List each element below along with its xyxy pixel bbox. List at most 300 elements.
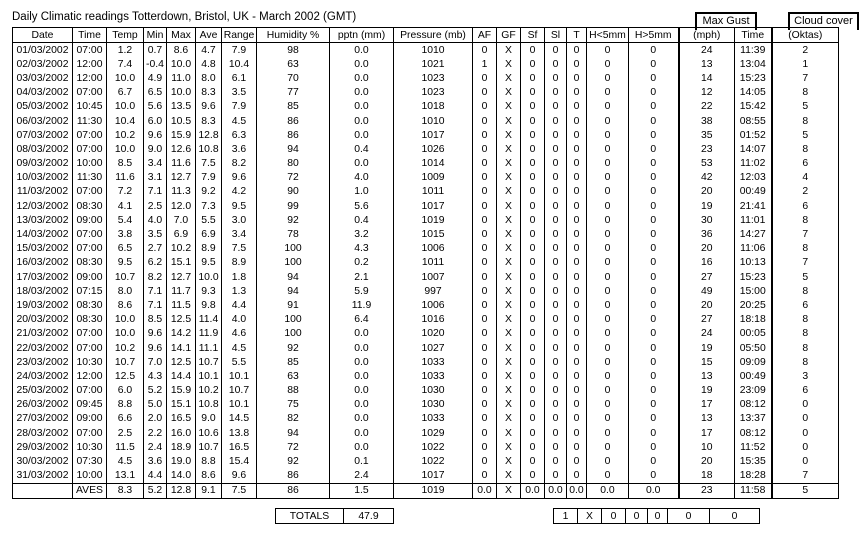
table-cell: 0 xyxy=(521,454,545,468)
table-cell: 1.2 xyxy=(107,43,144,58)
table-cell: 6.6 xyxy=(107,412,144,426)
table-cell: 12:00 xyxy=(73,71,107,85)
table-cell: 10.2 xyxy=(196,384,222,398)
table-cell: 13:04 xyxy=(735,57,772,71)
table-cell: 11:06 xyxy=(735,242,772,256)
table-cell: X xyxy=(497,43,521,58)
table-cell: 38 xyxy=(679,114,735,128)
table-cell: 8 xyxy=(772,86,839,100)
table-cell: 0 xyxy=(567,185,587,199)
table-cell: 0.0 xyxy=(330,369,394,383)
table-cell: 0 xyxy=(545,128,567,142)
table-cell: 7.3 xyxy=(196,199,222,213)
table-cell: 00:49 xyxy=(735,369,772,383)
table-cell: 21/03/2002 xyxy=(13,327,73,341)
table-row xyxy=(13,298,839,312)
table-cell: 10:45 xyxy=(73,100,107,114)
table-cell: 08:30 xyxy=(73,298,107,312)
table-cell: 88 xyxy=(257,384,330,398)
average-cell xyxy=(13,483,73,498)
table-cell: 0 xyxy=(567,71,587,85)
table-cell: 86 xyxy=(257,128,330,142)
table-cell: 0 xyxy=(545,256,567,270)
table-cell: 0 xyxy=(545,227,567,241)
table-cell: 12.7 xyxy=(167,171,196,185)
table-cell: 09:45 xyxy=(73,398,107,412)
table-cell: 7.4 xyxy=(107,57,144,71)
table-cell: 11.9 xyxy=(330,298,394,312)
table-cell: 3.4 xyxy=(222,227,257,241)
table-cell: 0 xyxy=(629,199,679,213)
table-cell: 1006 xyxy=(394,298,473,312)
table-cell: 0.4 xyxy=(330,213,394,227)
average-cell: AVES xyxy=(73,483,107,498)
table-cell: 3.6 xyxy=(144,454,167,468)
table-cell: 07:00 xyxy=(73,185,107,199)
table-cell: 8.9 xyxy=(196,242,222,256)
table-cell: 0.0 xyxy=(330,71,394,85)
table-cell: 6.7 xyxy=(107,86,144,100)
table-cell: 72 xyxy=(257,171,330,185)
table-cell: 0.1 xyxy=(330,454,394,468)
cloud-cover-label: Cloud cover xyxy=(794,15,853,27)
table-cell: 0 xyxy=(587,454,629,468)
table-cell: 07:00 xyxy=(73,43,107,58)
table-cell: 6.0 xyxy=(107,384,144,398)
table-cell: 5.6 xyxy=(144,100,167,114)
table-cell: 12.5 xyxy=(107,369,144,383)
table-cell: 8.0 xyxy=(107,284,144,298)
totals-cell: 0 xyxy=(668,509,710,524)
table-cell: 92 xyxy=(257,454,330,468)
table-cell: 17/03/2002 xyxy=(13,270,73,284)
table-cell: 10.0 xyxy=(167,86,196,100)
table-cell: 0 xyxy=(473,284,497,298)
table-cell: 1.3 xyxy=(222,284,257,298)
table-cell: 0 xyxy=(567,384,587,398)
table-cell: 1021 xyxy=(394,57,473,71)
table-cell: 8 xyxy=(772,114,839,128)
table-cell: X xyxy=(497,128,521,142)
table-cell: 6.0 xyxy=(144,114,167,128)
table-cell: 0 xyxy=(587,142,629,156)
table-cell: 9.6 xyxy=(144,128,167,142)
table-cell: 10.8 xyxy=(196,398,222,412)
table-cell: 07:00 xyxy=(73,142,107,156)
column-header: Temp xyxy=(107,28,144,43)
table-cell: 6 xyxy=(772,384,839,398)
table-cell: 0 xyxy=(567,369,587,383)
table-cell: 15:00 xyxy=(735,284,772,298)
average-cell: 0.0 xyxy=(587,483,629,498)
table-cell: 0 xyxy=(587,412,629,426)
table-cell: 10.0 xyxy=(107,71,144,85)
table-cell: 4.6 xyxy=(222,327,257,341)
table-cell: 4.1 xyxy=(107,199,144,213)
table-cell: 3.0 xyxy=(222,213,257,227)
table-cell: 0 xyxy=(567,213,587,227)
table-row xyxy=(13,199,839,213)
table-cell: X xyxy=(497,298,521,312)
table-cell: 16.5 xyxy=(167,412,196,426)
table-cell: 09:00 xyxy=(73,213,107,227)
table-cell: 0 xyxy=(629,256,679,270)
column-header: Pressure (mb) xyxy=(394,28,473,43)
table-cell: 0 xyxy=(473,100,497,114)
table-cell: 9.0 xyxy=(196,412,222,426)
table-cell: 7.5 xyxy=(222,242,257,256)
table-cell: 13.8 xyxy=(222,426,257,440)
table-cell: 6.5 xyxy=(107,242,144,256)
table-cell: 8 xyxy=(772,213,839,227)
table-cell: X xyxy=(497,157,521,171)
table-cell: 0 xyxy=(521,341,545,355)
table-cell: 12:00 xyxy=(73,369,107,383)
table-cell: X xyxy=(497,142,521,156)
table-cell: 08:30 xyxy=(73,313,107,327)
average-cell: 7.5 xyxy=(222,483,257,498)
totals-cell: 1 xyxy=(554,509,578,524)
table-cell: 4.3 xyxy=(330,242,394,256)
table-cell: 0 xyxy=(567,227,587,241)
table-cell: 13 xyxy=(679,412,735,426)
table-cell: 0.0 xyxy=(330,128,394,142)
table-cell: 0 xyxy=(587,369,629,383)
table-cell: 1030 xyxy=(394,398,473,412)
table-cell: 0 xyxy=(567,341,587,355)
table-cell: 16.0 xyxy=(167,426,196,440)
table-cell: 0.0 xyxy=(330,157,394,171)
table-cell: X xyxy=(497,270,521,284)
column-header: Date xyxy=(13,28,73,43)
table-cell: 07:30 xyxy=(73,454,107,468)
table-cell: 30 xyxy=(679,213,735,227)
table-cell: 0 xyxy=(587,157,629,171)
table-cell: 7 xyxy=(772,71,839,85)
table-cell: 09:00 xyxy=(73,412,107,426)
table-cell: 0 xyxy=(521,142,545,156)
totals-pptn: 47.9 xyxy=(344,509,394,524)
table-cell: 26/03/2002 xyxy=(13,398,73,412)
column-header: Max xyxy=(167,28,196,43)
table-cell: 7.9 xyxy=(222,100,257,114)
table-cell: 09/03/2002 xyxy=(13,157,73,171)
table-cell: 0 xyxy=(587,256,629,270)
table-cell: 0 xyxy=(545,213,567,227)
table-cell: X xyxy=(497,185,521,199)
table-cell: 07:00 xyxy=(73,227,107,241)
table-cell: 04/03/2002 xyxy=(13,86,73,100)
table-cell: 0 xyxy=(473,398,497,412)
table-cell: 10/03/2002 xyxy=(13,171,73,185)
table-cell: 90 xyxy=(257,185,330,199)
totals-label: TOTALS xyxy=(276,509,344,524)
table-cell: 0 xyxy=(545,355,567,369)
table-cell: 10.0 xyxy=(167,57,196,71)
table-cell: 94 xyxy=(257,284,330,298)
table-cell: 4.4 xyxy=(144,469,167,484)
table-cell: 0 xyxy=(473,199,497,213)
table-cell: X xyxy=(497,71,521,85)
totals-cell: 0 xyxy=(626,509,648,524)
max-gust-label: Max Gust xyxy=(702,15,750,27)
table-cell: 0 xyxy=(473,227,497,241)
table-cell: 0 xyxy=(473,242,497,256)
table-cell: 0 xyxy=(567,128,587,142)
table-cell: 10.2 xyxy=(107,128,144,142)
table-cell: 0 xyxy=(521,185,545,199)
table-row xyxy=(13,369,839,383)
table-cell: 8 xyxy=(772,341,839,355)
table-cell: 0 xyxy=(473,469,497,484)
table-cell: 4.0 xyxy=(144,213,167,227)
table-cell: 5.5 xyxy=(222,355,257,369)
table-cell: 0 xyxy=(629,469,679,484)
table-cell: 31/03/2002 xyxy=(13,469,73,484)
table-cell: X xyxy=(497,369,521,383)
table-cell: 0 xyxy=(587,71,629,85)
table-cell: 1011 xyxy=(394,256,473,270)
table-cell: 18.9 xyxy=(167,440,196,454)
table-cell: 19 xyxy=(679,199,735,213)
average-cell: 11:58 xyxy=(735,483,772,498)
table-cell: 0 xyxy=(567,242,587,256)
table-cell: 12:03 xyxy=(735,171,772,185)
table-cell: 1030 xyxy=(394,384,473,398)
table-cell: 3.5 xyxy=(222,86,257,100)
table-cell: 10.0 xyxy=(107,142,144,156)
table-cell: X xyxy=(497,86,521,100)
table-cell: 1023 xyxy=(394,86,473,100)
table-cell: 29/03/2002 xyxy=(13,440,73,454)
table-cell: 4.5 xyxy=(222,114,257,128)
table-cell: 1 xyxy=(473,57,497,71)
average-cell: 23 xyxy=(679,483,735,498)
table-cell: 16/03/2002 xyxy=(13,256,73,270)
table-cell: X xyxy=(497,213,521,227)
table-cell: 2.5 xyxy=(144,199,167,213)
table-cell: 2.0 xyxy=(144,412,167,426)
table-cell: 7.2 xyxy=(107,185,144,199)
table-cell: 1009 xyxy=(394,171,473,185)
table-cell: 0 xyxy=(545,142,567,156)
table-cell: 6.9 xyxy=(167,227,196,241)
table-cell: 0 xyxy=(587,100,629,114)
table-cell: 8 xyxy=(772,355,839,369)
table-cell: 15:42 xyxy=(735,100,772,114)
table-cell: 0 xyxy=(473,327,497,341)
table-cell: 28/03/2002 xyxy=(13,426,73,440)
table-cell: 14:27 xyxy=(735,227,772,241)
table-cell: 0.0 xyxy=(330,398,394,412)
table-cell: 0 xyxy=(567,412,587,426)
table-cell: X xyxy=(497,57,521,71)
table-cell: 0 xyxy=(629,327,679,341)
table-cell: 8 xyxy=(772,142,839,156)
table-cell: 0 xyxy=(587,440,629,454)
table-cell: 0 xyxy=(473,313,497,327)
column-header: Humidity % xyxy=(257,28,330,43)
table-cell: 12.7 xyxy=(167,270,196,284)
table-row xyxy=(13,242,839,256)
table-cell: 0 xyxy=(545,71,567,85)
table-body xyxy=(13,43,839,499)
table-cell: 63 xyxy=(257,57,330,71)
table-cell: 10.2 xyxy=(167,242,196,256)
table-cell: 0 xyxy=(629,142,679,156)
average-cell: 12.8 xyxy=(167,483,196,498)
table-cell: 19 xyxy=(679,384,735,398)
table-cell: 10.7 xyxy=(107,270,144,284)
table-cell: 0 xyxy=(567,298,587,312)
table-cell: 0 xyxy=(473,142,497,156)
table-cell: 00:49 xyxy=(735,185,772,199)
table-cell: 08:30 xyxy=(73,256,107,270)
table-cell: 6 xyxy=(772,298,839,312)
average-cell: 0.0 xyxy=(521,483,545,498)
header-row xyxy=(13,28,839,43)
table-cell: 12.5 xyxy=(167,355,196,369)
average-cell: 0.0 xyxy=(629,483,679,498)
table-cell: 5.6 xyxy=(330,199,394,213)
average-cell: X xyxy=(497,483,521,498)
table-cell: 10.2 xyxy=(107,341,144,355)
table-cell: 2.4 xyxy=(330,469,394,484)
table-cell: X xyxy=(497,341,521,355)
table-cell: 15.4 xyxy=(222,454,257,468)
table-cell: 0 xyxy=(629,284,679,298)
table-cell: X xyxy=(497,284,521,298)
table-cell: 8.9 xyxy=(222,256,257,270)
table-cell: 0 xyxy=(545,43,567,58)
table-cell: 10.0 xyxy=(107,327,144,341)
table-row xyxy=(13,412,839,426)
table-cell: 91 xyxy=(257,298,330,312)
table-cell: 0 xyxy=(629,298,679,312)
table-cell: 2.2 xyxy=(144,426,167,440)
table-cell: 98 xyxy=(257,43,330,58)
table-cell: 0.0 xyxy=(330,43,394,58)
table-cell: 1.0 xyxy=(330,185,394,199)
table-row xyxy=(13,284,839,298)
table-cell: 0 xyxy=(521,298,545,312)
table-cell: 15 xyxy=(679,355,735,369)
table-cell: 0 xyxy=(545,86,567,100)
table-cell: 9.3 xyxy=(196,284,222,298)
table-cell: 3.2 xyxy=(330,227,394,241)
table-cell: 35 xyxy=(679,128,735,142)
table-cell: 6.5 xyxy=(144,86,167,100)
table-cell: 15.1 xyxy=(167,256,196,270)
table-cell: 5.5 xyxy=(196,213,222,227)
table-cell: 0 xyxy=(629,341,679,355)
table-cell: 0 xyxy=(587,398,629,412)
table-cell: 11.7 xyxy=(167,284,196,298)
table-cell: 0 xyxy=(567,454,587,468)
table-row xyxy=(13,440,839,454)
table-cell: 20 xyxy=(679,454,735,468)
table-cell: 0 xyxy=(587,199,629,213)
column-header: GF xyxy=(497,28,521,43)
table-row xyxy=(13,86,839,100)
table-cell: 0 xyxy=(629,213,679,227)
table-cell: 0 xyxy=(545,454,567,468)
table-cell: 0 xyxy=(567,284,587,298)
table-cell: 7.9 xyxy=(196,171,222,185)
table-cell: 9.8 xyxy=(196,298,222,312)
table-cell: 0 xyxy=(587,43,629,58)
table-cell: 11.3 xyxy=(167,185,196,199)
table-cell: 72 xyxy=(257,440,330,454)
table-cell: 0 xyxy=(629,227,679,241)
table-cell: 20 xyxy=(679,242,735,256)
table-row xyxy=(13,426,839,440)
table-cell: 11.4 xyxy=(196,313,222,327)
table-cell: 1027 xyxy=(394,341,473,355)
table-cell: 11:02 xyxy=(735,157,772,171)
table-cell: 07:00 xyxy=(73,86,107,100)
table-cell: 0 xyxy=(587,313,629,327)
table-cell: 0 xyxy=(629,71,679,85)
table-cell: 0.0 xyxy=(330,341,394,355)
table-cell: 07:00 xyxy=(73,128,107,142)
table-cell: 0 xyxy=(521,157,545,171)
table-cell: 13.5 xyxy=(167,100,196,114)
table-cell: 1020 xyxy=(394,327,473,341)
table-cell: 0.0 xyxy=(330,384,394,398)
table-cell: 0 xyxy=(629,313,679,327)
table-row xyxy=(13,227,839,241)
table-cell: 0 xyxy=(521,284,545,298)
totals-cell: 0 xyxy=(710,509,760,524)
table-cell: 80 xyxy=(257,157,330,171)
table-cell: 5.9 xyxy=(330,284,394,298)
table-row xyxy=(13,327,839,341)
table-cell: 0 xyxy=(545,157,567,171)
table-cell: 12 xyxy=(679,86,735,100)
table-cell: 82 xyxy=(257,412,330,426)
table-cell: 10.4 xyxy=(107,114,144,128)
table-cell: 0 xyxy=(629,114,679,128)
table-cell: 0 xyxy=(521,213,545,227)
table-cell: 0 xyxy=(567,86,587,100)
table-cell: 0 xyxy=(545,369,567,383)
table-cell: 21:41 xyxy=(735,199,772,213)
table-cell: 17 xyxy=(679,426,735,440)
table-cell: 07:00 xyxy=(73,341,107,355)
table-cell: 9.6 xyxy=(144,341,167,355)
table-cell: 14.0 xyxy=(167,469,196,484)
table-cell: 17 xyxy=(679,398,735,412)
table-cell: 0 xyxy=(629,128,679,142)
table-cell: 24/03/2002 xyxy=(13,369,73,383)
table-cell: 16.5 xyxy=(222,440,257,454)
average-cell: 8.3 xyxy=(107,483,144,498)
table-cell: X xyxy=(497,398,521,412)
table-cell: 75 xyxy=(257,398,330,412)
table-cell: 2.4 xyxy=(144,440,167,454)
table-cell: 23 xyxy=(679,142,735,156)
table-cell: 0 xyxy=(473,298,497,312)
table-cell: X xyxy=(497,469,521,484)
table-cell: 0 xyxy=(521,355,545,369)
table-cell: 0 xyxy=(545,171,567,185)
table-cell: 0 xyxy=(521,100,545,114)
table-cell: 13:37 xyxy=(735,412,772,426)
column-header: (mph) xyxy=(679,28,735,43)
column-header: Min xyxy=(144,28,167,43)
table-cell: 0 xyxy=(521,440,545,454)
